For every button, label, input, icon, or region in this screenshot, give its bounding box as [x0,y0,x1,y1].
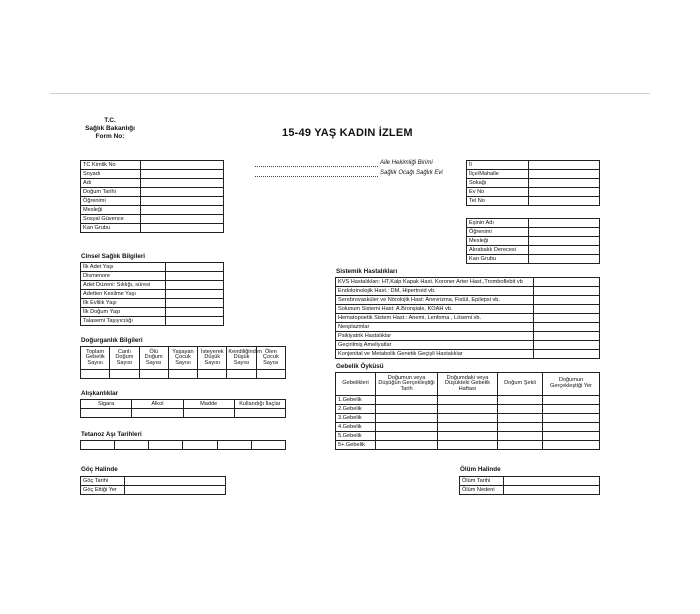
pregnancy-row-label: 5.Gebelik [336,432,376,441]
systemic-label: Hematopoetik Sistem Hast.: Anemi, Lenfoma , Lösemi vb. [336,314,534,323]
pregnancy-field[interactable] [543,423,600,432]
sexual-health-label: Adetten Kesilme Yaşı [81,290,166,299]
personal-row [81,179,224,188]
sexual-health-row [81,272,224,281]
death-field[interactable] [504,477,600,486]
personal-field[interactable] [141,161,224,170]
personal-field[interactable] [141,197,224,206]
spouse-label: Kan Grubu [467,255,529,264]
personal-label: Öğrenimi [81,197,141,206]
pregnancy-field[interactable] [376,414,438,423]
personal-row [81,188,224,197]
personal-label: Mesleği [81,206,141,215]
pregnancy-row [336,432,600,441]
pregnancy-field[interactable] [376,423,438,432]
tetanus-table [80,440,286,450]
systemic-label: Serebrovasküler ve Nörolojik Hast: Anevrizma, Fistül, Epilepsi vb. [336,296,534,305]
sexual-health-field[interactable] [166,272,224,281]
tetanus-date-field[interactable] [81,441,115,450]
death-field[interactable] [504,486,600,495]
address-label: Tel No [467,197,529,206]
death-table [459,476,600,495]
pregnancy-col-header: Doğum Şekli [498,373,543,396]
pregnancy-field[interactable] [543,405,600,414]
pregnancy-col-header: Doğumdaki veya Düşükteki Gebelik Haftası [438,373,498,396]
personal-label: Soyadı [81,170,141,179]
birth-value-field[interactable] [81,370,110,379]
birth-value-field[interactable] [198,370,227,379]
address-label: Ev No [467,188,529,197]
pregnancy-field[interactable] [376,405,438,414]
personal-label: Sosyal Güvence [81,215,141,224]
pregnancy-field[interactable] [498,396,543,405]
personal-field[interactable] [141,179,224,188]
pregnancy-field[interactable] [438,405,498,414]
personal-field[interactable] [141,170,224,179]
pregnancy-col-header: Gebelikleri [336,373,376,396]
systemic-row [336,314,600,323]
pregnancy-row [336,441,600,450]
pregnancy-field[interactable] [543,414,600,423]
header-ministry: Sağlık Bakanlığı [85,125,135,132]
pregnancy-header-row [336,373,600,396]
systemic-row [336,341,600,350]
sexual-health-title: Cinsel Sağlık Bilgileri [81,253,146,260]
address-row [467,161,600,170]
sexual-health-row [81,317,224,326]
systemic-row [336,278,600,287]
sexual-health-field[interactable] [166,281,224,290]
spouse-row [467,246,600,255]
pregnancy-field[interactable] [376,396,438,405]
pregnancy-field[interactable] [498,405,543,414]
systemic-label: Endokrinolojik Hast.: DM, Hipertroid vb. [336,287,534,296]
pregnancy-table [335,372,600,450]
address-label: İlçe/Mahalle [467,170,529,179]
address-row [467,170,600,179]
pregnancy-row-label: 3.Gebelik [336,414,376,423]
spouse-label: Öğrenimi [467,228,529,237]
pregnancy-row [336,414,600,423]
birth-col-header: İsteyerek Düşük Sayısı [198,347,227,370]
systemic-label: Neoplazmlar [336,323,534,332]
sexual-health-row [81,299,224,308]
systemic-row [336,287,600,296]
tetanus-date-field[interactable] [149,441,183,450]
birth-col-header: Toplam Gebelik Sayısı [81,347,110,370]
death-row [460,477,600,486]
habits-col-header: Alkol [132,400,183,409]
pregnancy-field[interactable] [498,423,543,432]
unit-label-1: Aile Hekimliği Birimi [380,160,433,166]
tetanus-date-field[interactable] [217,441,251,450]
unit-line-1 [255,166,378,167]
birth-info-table [80,346,286,379]
migration-label: Göç Tarihi [81,477,125,486]
personal-label: Doğum Tarihi [81,188,141,197]
systemic-field[interactable] [534,323,600,332]
spouse-row [467,237,600,246]
migration-table [80,476,226,495]
personal-label: TC Kimlik No [81,161,141,170]
habits-value-field[interactable] [234,409,285,418]
header-form-no: Form No: [95,133,125,140]
birth-header-row [81,347,286,370]
systemic-row [336,350,600,359]
birth-col-header: Ölü Doğum Sayısı [139,347,168,370]
pregnancy-row-label: 1.Gebelik [336,396,376,405]
systemic-field[interactable] [534,305,600,314]
habits-value-field[interactable] [183,409,234,418]
birth-col-header: Ölen Çocuk Sayısı [256,347,285,370]
systemic-title: Sistemik Hastalıkları [336,268,398,275]
unit-label-2: Sağlık Ocağı Sağlık Evi [380,170,443,176]
pregnancy-row-label: 5+.Gebelik [336,441,376,450]
systemic-label: KVS Hastalıkları: HT,Kalp Kapak Hast. Koroner Arter Hast.,Tromboflebit vb [336,278,534,287]
death-row [460,486,600,495]
spouse-field[interactable] [529,255,600,264]
sexual-health-row [81,263,224,272]
sexual-health-field[interactable] [166,299,224,308]
spouse-field[interactable] [529,237,600,246]
habits-col-header: Madde [183,400,234,409]
pregnancy-row-label: 4.Gebelik [336,423,376,432]
systemic-field[interactable] [534,332,600,341]
birth-col-header: Canlı Doğum Sayısı [110,347,139,370]
birth-value-field[interactable] [168,370,197,379]
personal-field[interactable] [141,215,224,224]
personal-info-table [80,160,224,233]
header-tc: T.C. [104,117,116,124]
sexual-health-label: Adet Düzeni: Sıklığı, süresi [81,281,166,290]
sexual-health-row [81,281,224,290]
birth-value-field[interactable] [227,370,256,379]
unit-line-2 [255,176,378,177]
systemic-row [336,305,600,314]
sexual-health-field[interactable] [166,263,224,272]
pregnancy-field[interactable] [498,414,543,423]
personal-field[interactable] [141,188,224,197]
systemic-field[interactable] [534,314,600,323]
spouse-table [466,218,600,264]
habits-title: Alışkanlıklar [81,390,119,397]
systemic-field[interactable] [534,341,600,350]
sexual-health-field[interactable] [166,317,224,326]
tetanus-date-field[interactable] [251,441,285,450]
migration-label: Göç Ettiği Yer [81,486,125,495]
birth-value-row [81,370,286,379]
personal-field[interactable] [141,224,224,233]
personal-row [81,197,224,206]
migration-field[interactable] [125,477,226,486]
address-field[interactable] [529,179,600,188]
birth-value-field[interactable] [110,370,139,379]
systemic-field[interactable] [534,296,600,305]
sexual-health-label: Dismenore [81,272,166,281]
pregnancy-field[interactable] [543,432,600,441]
address-field[interactable] [529,197,600,206]
tetanus-row [81,441,286,450]
sexual-health-table [80,262,224,326]
personal-label: Kan Grubu [81,224,141,233]
tetanus-date-field[interactable] [183,441,217,450]
spouse-label: Mesleği [467,237,529,246]
form-header [70,117,150,141]
tetanus-title: Tetanoz Aşı Tarihleri [81,431,142,438]
personal-row [81,224,224,233]
death-label: Ölüm Tarihi [460,477,504,486]
spouse-row [467,219,600,228]
pregnancy-row [336,405,600,414]
systemic-row [336,332,600,341]
sexual-health-label: İlk Adet Yaşı [81,263,166,272]
sexual-health-row [81,290,224,299]
address-label: Sokağı [467,179,529,188]
systemic-field[interactable] [534,287,600,296]
birth-col-header: Kendiliğinden Düşük Sayısı [227,347,256,370]
habits-value-row [81,409,286,418]
sexual-health-label: İlk Evlilik Yaşı [81,299,166,308]
address-row [467,188,600,197]
systemic-field[interactable] [534,350,600,359]
systemic-table [335,277,600,359]
spouse-row [467,255,600,264]
sexual-health-label: Talasemi Taşıyıcılığı [81,317,166,326]
sexual-health-row [81,308,224,317]
sexual-health-field[interactable] [166,290,224,299]
spouse-label: Akrabalık Derecesi [467,246,529,255]
personal-row [81,215,224,224]
habits-col-header: Sigara [81,400,132,409]
death-label: Ölüm Nedeni [460,486,504,495]
systemic-label: Psikiyatrik Hastalıklar [336,332,534,341]
pregnancy-row [336,396,600,405]
systemic-label: Solunum Sistemi Hast: A.Bronşiale, KOAH vb. [336,305,534,314]
birth-value-field[interactable] [256,370,285,379]
pregnancy-title: Gebelik Öyküsü [336,363,384,370]
pregnancy-field[interactable] [543,441,600,450]
habits-col-header: Kullandığı İlaçlar [234,400,285,409]
spouse-row [467,228,600,237]
pregnancy-field[interactable] [438,441,498,450]
migration-field[interactable] [125,486,226,495]
personal-field[interactable] [141,206,224,215]
birth-info-title: Doğurganlık Bilgileri [81,337,143,344]
sexual-health-field[interactable] [166,308,224,317]
spouse-label: Eşinin Adı [467,219,529,228]
habits-table [80,399,286,418]
habits-value-field[interactable] [81,409,132,418]
personal-row [81,161,224,170]
address-field[interactable] [529,188,600,197]
address-field[interactable] [529,170,600,179]
pregnancy-field[interactable] [498,432,543,441]
top-divider [50,93,650,94]
habits-header-row [81,400,286,409]
address-label: İl [467,161,529,170]
pregnancy-field[interactable] [438,423,498,432]
pregnancy-col-header: Doğumun veya Düşüğün Gerçekleştiği Tarih [376,373,438,396]
birth-col-header: Yaşayan Çocuk Sayısı [168,347,197,370]
migration-row [81,477,226,486]
address-field[interactable] [529,161,600,170]
pregnancy-field[interactable] [438,414,498,423]
migration-title: Göç Halinde [81,466,118,473]
pregnancy-field[interactable] [376,432,438,441]
pregnancy-col-header: Doğumun Gerçekleştiği Yer [543,373,600,396]
systemic-row [336,296,600,305]
systemic-field[interactable] [534,278,600,287]
systemic-row [336,323,600,332]
page-title: 15-49 YAŞ KADIN İZLEM [282,127,413,139]
pregnancy-field[interactable] [543,396,600,405]
pregnancy-row [336,423,600,432]
tetanus-date-field[interactable] [115,441,149,450]
spouse-field[interactable] [529,228,600,237]
pregnancy-row-label: 2.Gebelik [336,405,376,414]
address-table [466,160,600,206]
address-row [467,197,600,206]
systemic-label: Geçirilmiş Ameliyatlar [336,341,534,350]
personal-row [81,170,224,179]
sexual-health-label: İlk Doğum Yaşı [81,308,166,317]
pregnancy-field[interactable] [438,432,498,441]
personal-row [81,206,224,215]
spouse-field[interactable] [529,246,600,255]
pregnancy-field[interactable] [376,441,438,450]
address-row [467,179,600,188]
migration-row [81,486,226,495]
pregnancy-field[interactable] [498,441,543,450]
habits-value-field[interactable] [132,409,183,418]
birth-value-field[interactable] [139,370,168,379]
death-title: Ölüm Halinde [460,466,501,473]
personal-label: Adı [81,179,141,188]
spouse-field[interactable] [529,219,600,228]
pregnancy-field[interactable] [438,396,498,405]
systemic-label: Konjenital ve Metabolik Genetik Geçişli Hastalıklar [336,350,534,359]
